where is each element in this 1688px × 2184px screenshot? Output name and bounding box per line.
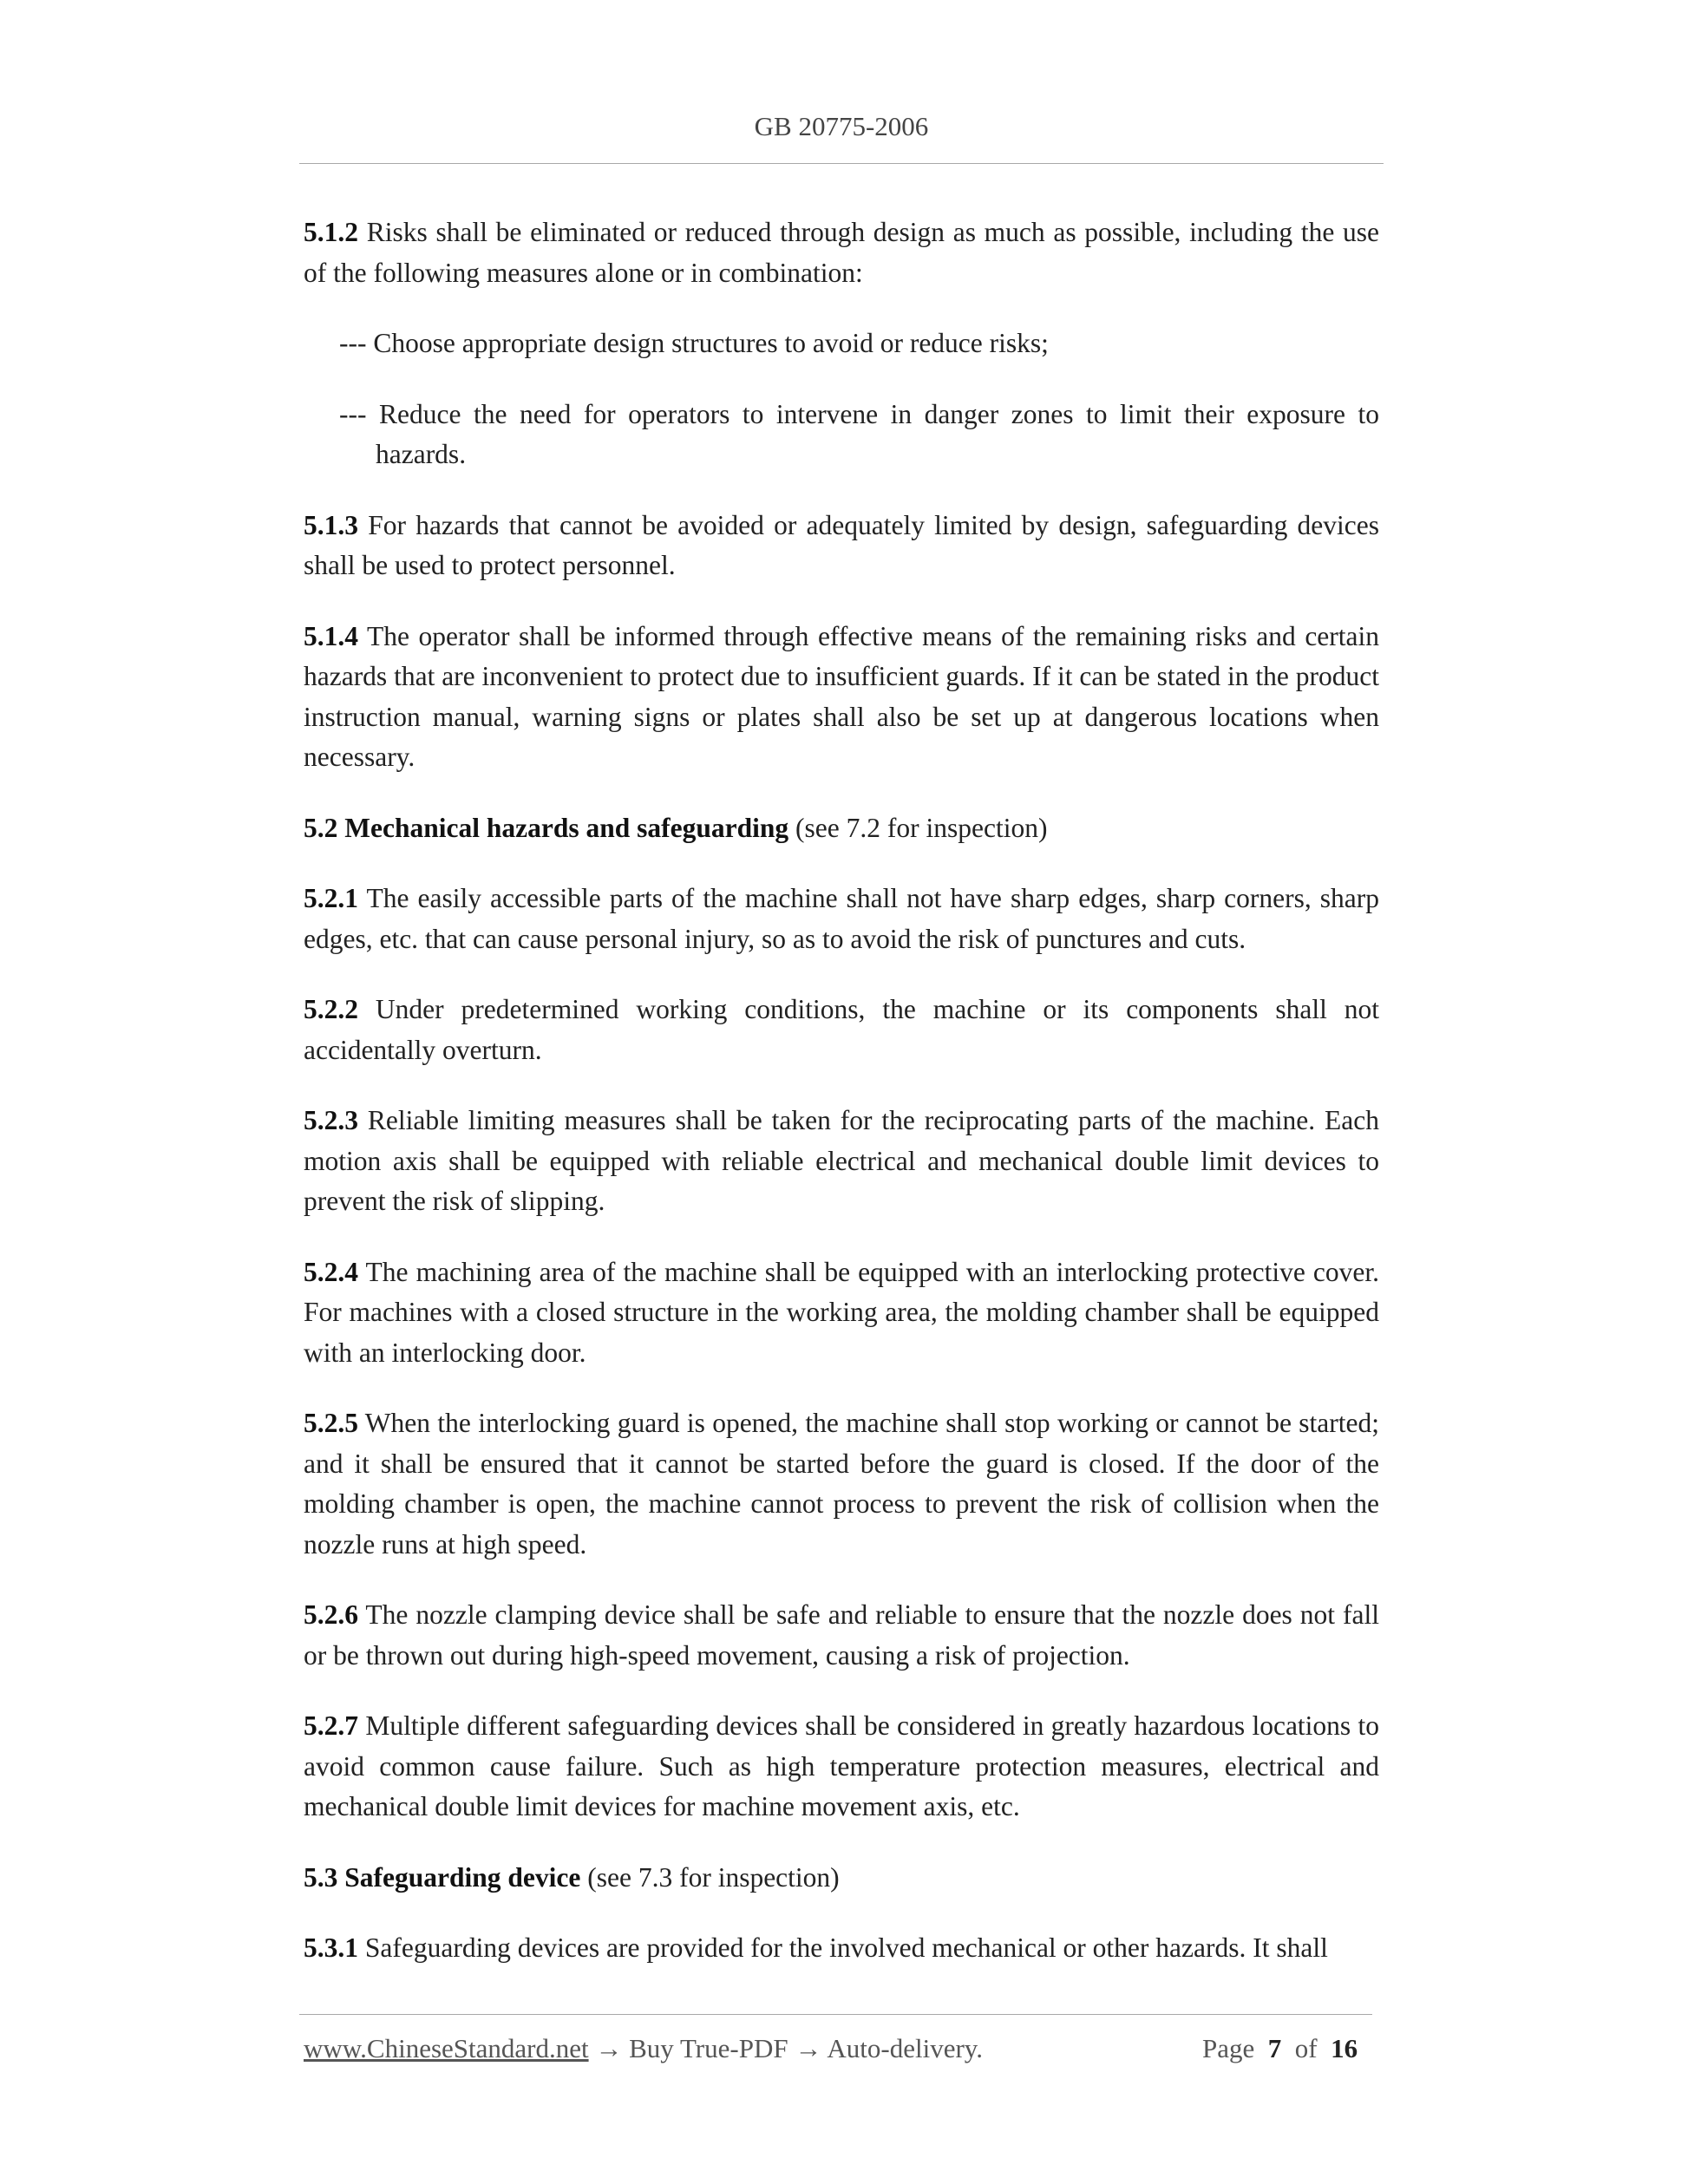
clause-5-1-3 (304, 506, 1379, 586)
page-label: Page (1202, 2033, 1255, 2063)
list-item (304, 395, 1379, 475)
list-dash: --- (339, 398, 367, 429)
buy-pdf-text: Buy True-PDF (629, 2033, 788, 2063)
clause-text: The nozzle clamping device shall be safe and reliable to ensure that the nozzle does not fall or be thrown out during high-speed movement, causing a risk of projection. (304, 1599, 1379, 1671)
clause-text: Risks shall be eliminated or reduced through design as much as possible, including the use of the following measures alone or in combination: (304, 217, 1380, 288)
clause-number: 5.2.2 (304, 994, 358, 1024)
clause-5-3-1 (304, 1928, 1379, 1969)
clause-number: 5.2.4 (304, 1256, 358, 1287)
clause-text: For hazards that cannot be avoided or adequately limited by design, safeguarding devices shall be used to protect personnel. (304, 509, 1379, 580)
section-heading-5-2 (304, 808, 1379, 849)
list-item-text: Choose appropriate design structures to avoid or reduce risks; (373, 328, 1049, 358)
clause-5-2-3 (304, 1101, 1379, 1222)
clause-number: 5.2.7 (304, 1710, 358, 1741)
clause-number: 5.2.3 (304, 1105, 358, 1135)
document-header-title: GB 20775-2006 (754, 111, 929, 141)
clause-number: 5.1.3 (304, 509, 358, 540)
clause-5-2-2 (304, 990, 1379, 1070)
clause-number: 5.1.4 (304, 620, 358, 651)
clause-text: Under predetermined working conditions, the machine or its components shall not accidentally overturn. (304, 994, 1380, 1065)
section-heading-note: (see 7.2 for inspection) (795, 812, 1048, 843)
clause-5-2-6 (304, 1595, 1379, 1676)
clause-text: The operator shall be informed through effective means of the remaining risks and certain hazards that are inconvenient to protect due to insufficient guards. If it can be stated in the product instruction manual, warning signs or plates shall also be set up at dangerous locations when necessary. (304, 620, 1380, 772)
section-heading-title: 5.3 Safeguarding device (304, 1861, 581, 1893)
arrow-icon: → (795, 2033, 822, 2063)
clause-number: 5.2.5 (304, 1408, 358, 1438)
clause-text: Reliable limiting measures shall be taken for the reciprocating parts of the machine. Each motion axis shall be equipped with reliable electrical and mechanical double limit devices to prevent the risk of slipping. (304, 1105, 1380, 1216)
clause-text: Safeguarding devices are provided for the involved mechanical or other hazards. It shall (364, 1932, 1328, 1963)
clause-text: When the interlocking guard is opened, the machine shall stop working or cannot be started; and it shall be ensured that it cannot be started before the guard is closed. If the door of the molding chamber is open, the machine cannot process to prevent the risk of collision when the nozzle runs at high speed. (304, 1408, 1380, 1560)
document-body (304, 213, 1379, 1999)
clause-5-2-5 (304, 1403, 1379, 1565)
clause-text: The machining area of the machine shall be equipped with an interlocking protective cover. For machines with a closed structure in the working area, the molding chamber shall be equipped with an interlocking door. (304, 1256, 1379, 1368)
clause-number: 5.2.1 (304, 883, 358, 913)
total-pages-number: 16 (1331, 2033, 1358, 2063)
list-item (304, 324, 1379, 364)
clause-5-2-1 (304, 879, 1379, 959)
list-dash: --- (339, 328, 367, 358)
auto-delivery-text: Auto-delivery. (827, 2033, 984, 2063)
section-heading-title: 5.2 Mechanical hazards and safeguarding (304, 812, 789, 843)
footer-divider (299, 2014, 1372, 2015)
clause-number: 5.3.1 (304, 1932, 358, 1963)
footer-promo (304, 2033, 983, 2064)
clause-text: Multiple different safeguarding devices shall be considered in greatly hazardous locations to avoid common cause failure. Such as high temperature protection measures, electrical and mechanical double limit devices for machine movement axis, etc. (304, 1710, 1380, 1821)
clause-number: 5.1.2 (304, 217, 358, 247)
header-divider (299, 163, 1384, 164)
section-heading-5-3 (304, 1858, 1379, 1899)
website-link[interactable]: www.ChineseStandard.net (304, 2033, 589, 2063)
clause-number: 5.2.6 (304, 1599, 358, 1630)
clause-text: The easily accessible parts of the machine shall not have sharp edges, sharp corners, sharp edges, etc. that can cause personal injury, so as to avoid the risk of punctures and cuts. (304, 883, 1379, 954)
clause-5-1-4 (304, 617, 1379, 778)
clause-5-2-7 (304, 1706, 1379, 1828)
clause-5-2-4 (304, 1252, 1379, 1374)
current-page-number: 7 (1267, 2033, 1282, 2063)
clause-5-1-2 (304, 213, 1379, 293)
list-item-text: Reduce the need for operators to intervene in danger zones to limit their exposure to hazards. (376, 398, 1379, 469)
arrow-icon: → (595, 2033, 623, 2063)
section-heading-note: (see 7.3 for inspection) (587, 1861, 840, 1893)
page-indicator (1202, 2033, 1358, 2064)
of-label: of (1294, 2033, 1318, 2063)
